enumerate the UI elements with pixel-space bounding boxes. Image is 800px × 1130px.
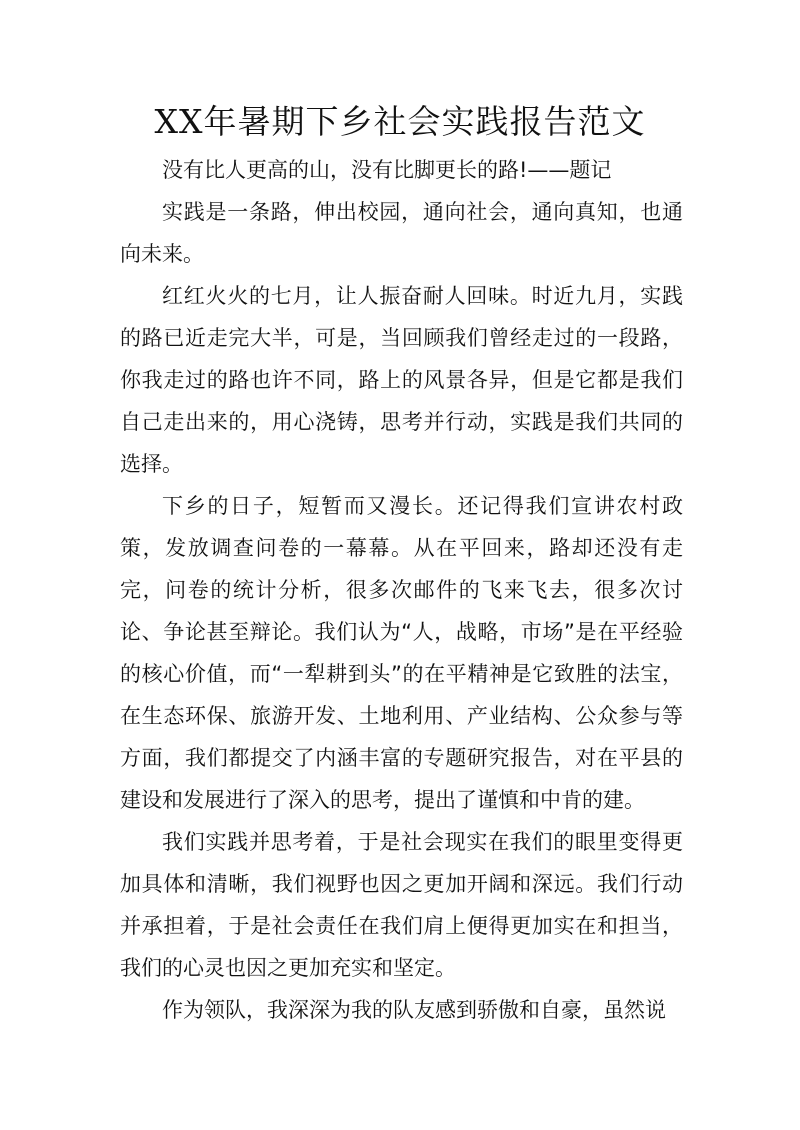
paragraph-intro: 实践是一条路，伸出校园，通向社会，通向真知，也通向未来。 — [120, 200, 683, 266]
paragraph-countryside-days: 下乡的日子，短暂而又漫长。还记得我们宣讲农村政策，发放调查问卷的一幕幕。从在平回来，路却还没有走完，问卷的统计分析，很多次邮件的飞来飞去，很多次讨论、争论甚至辩论。我们认为“人，战略，市场”是在平经验的核心价值，而“一犁耕到头”的在平精神是它致胜的法宝，在生态环保、旅游开发、土地利用、产业结构、公众参与等方面，我们都提交了内涵丰富的专题研究报告，对在平县的建设和发展进行了深入的思考，提出了谨慎和中肯的建。 — [120, 494, 683, 812]
paragraph-epigraph: 没有比人更高的山，没有比脚更长的路!——题记 — [162, 158, 612, 182]
document-body — [120, 149, 683, 1031]
paragraph-team-leader: 作为领队，我深深为我的队友感到骄傲和自豪，虽然说 — [162, 998, 666, 1022]
document-title: XX年暑期下乡社会实践报告范文 — [154, 102, 646, 141]
paragraph-reflection: 我们实践并思考着，于是社会现实在我们的眼里变得更加具体和清晰，我们视野也因之更加开阔和深远。我们行动并承担着，于是社会责任在我们肩上便得更加实在和担当，我们的心灵也因之更加充实和坚定。 — [120, 830, 683, 980]
paragraph-july: 红红火火的七月，让人振奋耐人回味。时近九月，实践的路已近走完大半，可是，当回顾我们曾经走过的一段路，你我走过的路也许不同，路上的风景各异，但是它都是我们自己走出来的，用心浇铸，思考并行动，实践是我们共同的选择。 — [120, 284, 683, 476]
